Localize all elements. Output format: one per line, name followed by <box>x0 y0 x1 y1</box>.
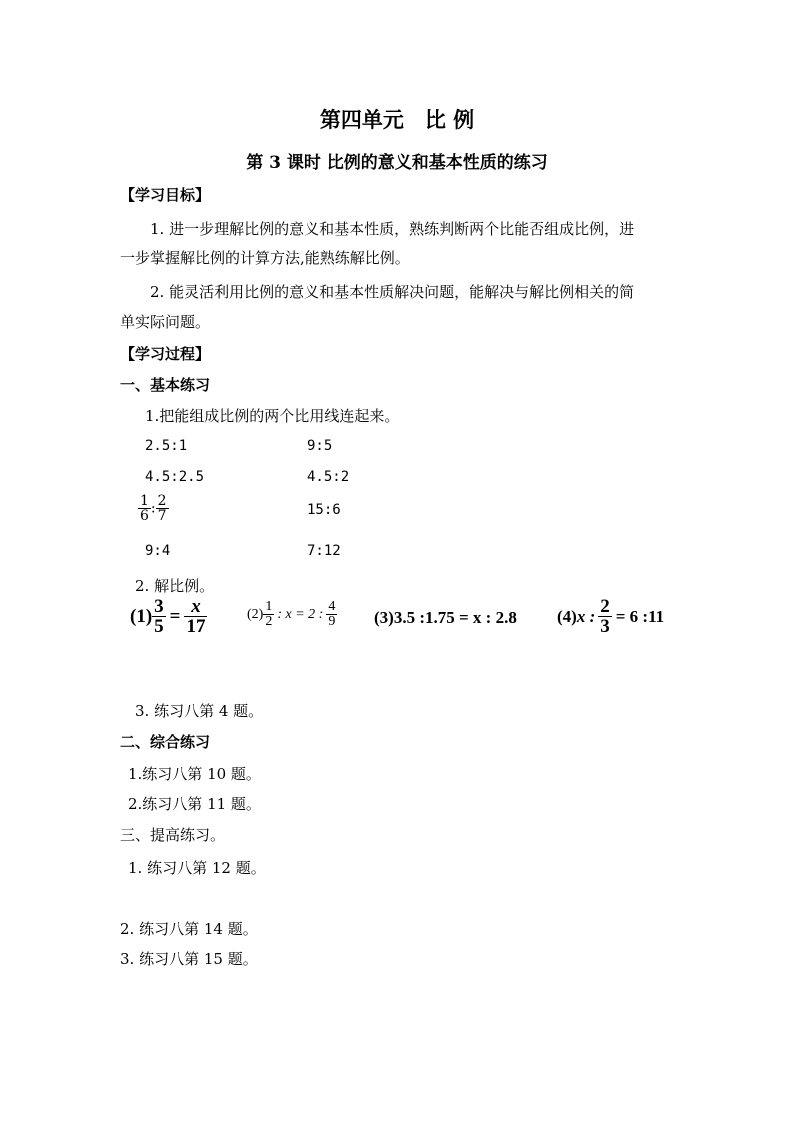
equation-3: (3)3.5 :1.75 = x : 2.8 <box>374 608 517 627</box>
page-title: 第四单元 比 例 <box>319 107 475 132</box>
objective-1-line-1: 1. 进一步理解比例的意义和基本性质，熟练判断两个比能否组成比例，进 <box>150 220 635 238</box>
equation-4: (4) x : $\frac{2}{3}$ = 6 :11 <box>557 596 665 637</box>
objective-2-line-1: 2. 能灵活利用比例的意义和基本性质解决问题，能解决与解比例相关的简 <box>150 283 635 301</box>
advanced-item-3: 3. 练习八第 15 题。 <box>120 950 258 968</box>
left-ratio-1: 2.5:1 <box>145 438 188 454</box>
fraction-one-sixth: $\frac{1}{6}$ <box>140 493 149 524</box>
question-2: 2. 解比例。 <box>135 577 215 595</box>
objective-2-line-2: 单实际问题。 <box>120 313 211 331</box>
right-ratio-3: 15:6 <box>307 502 341 518</box>
fraction-one-half: $\frac{1}{2}$ <box>265 599 273 629</box>
fraction-two-thirds: $\frac{2}{3}$ <box>600 596 610 637</box>
section-basic-heading: 一、基本练习 <box>120 376 211 394</box>
equation-1: (1) $\frac{3}{5}$ = $\frac{x}{17}$ <box>130 596 206 637</box>
left-ratio-2: 4.5:2.5 <box>145 469 205 485</box>
fraction-x-over-17: $\frac{x}{17}$ <box>186 596 206 637</box>
question-1: 1.把能组成比例的两个比用线连起来。 <box>145 407 400 425</box>
comprehensive-item-2: 2.练习八第 11 题。 <box>128 795 261 813</box>
question-3: 3. 练习八第 4 题。 <box>135 702 264 720</box>
left-ratio-4: 9:4 <box>145 543 171 559</box>
advanced-item-1: 1. 练习八第 12 题。 <box>128 859 266 877</box>
section-advanced-heading: 三、提高练习。 <box>120 826 226 844</box>
section-comprehensive-heading: 二、综合练习 <box>120 733 211 751</box>
process-heading: 【学习过程】 <box>120 345 211 363</box>
advanced-item-2: 2. 练习八第 14 题。 <box>120 920 258 938</box>
right-ratio-2: 4.5:2 <box>307 469 350 485</box>
objectives-heading: 【学习目标】 <box>120 186 211 204</box>
fraction-four-ninths: $\frac{4}{9}$ <box>328 599 336 629</box>
right-ratio-4: 7:12 <box>307 543 341 559</box>
lesson-subtitle: 第 3 课时 比例的意义和基本性质的练习 <box>246 153 548 173</box>
fraction-two-sevenths: $\frac{2}{7}$ <box>157 493 167 524</box>
equation-2: (2) $\frac{1}{2}$ : x = 2 : $\frac{4}{9}$ <box>247 599 336 629</box>
right-ratio-1: 9:5 <box>307 438 333 454</box>
objective-1-line-2: 一步掌握解比例的计算方法,能熟练解比例。 <box>120 249 410 267</box>
left-ratio-3-fraction: $\frac{1}{6}$ : $\frac{2}{7}$ <box>140 493 167 524</box>
comprehensive-item-1: 1.练习八第 10 题。 <box>128 765 261 783</box>
fraction-three-fifths: $\frac{3}{5}$ <box>154 596 164 637</box>
